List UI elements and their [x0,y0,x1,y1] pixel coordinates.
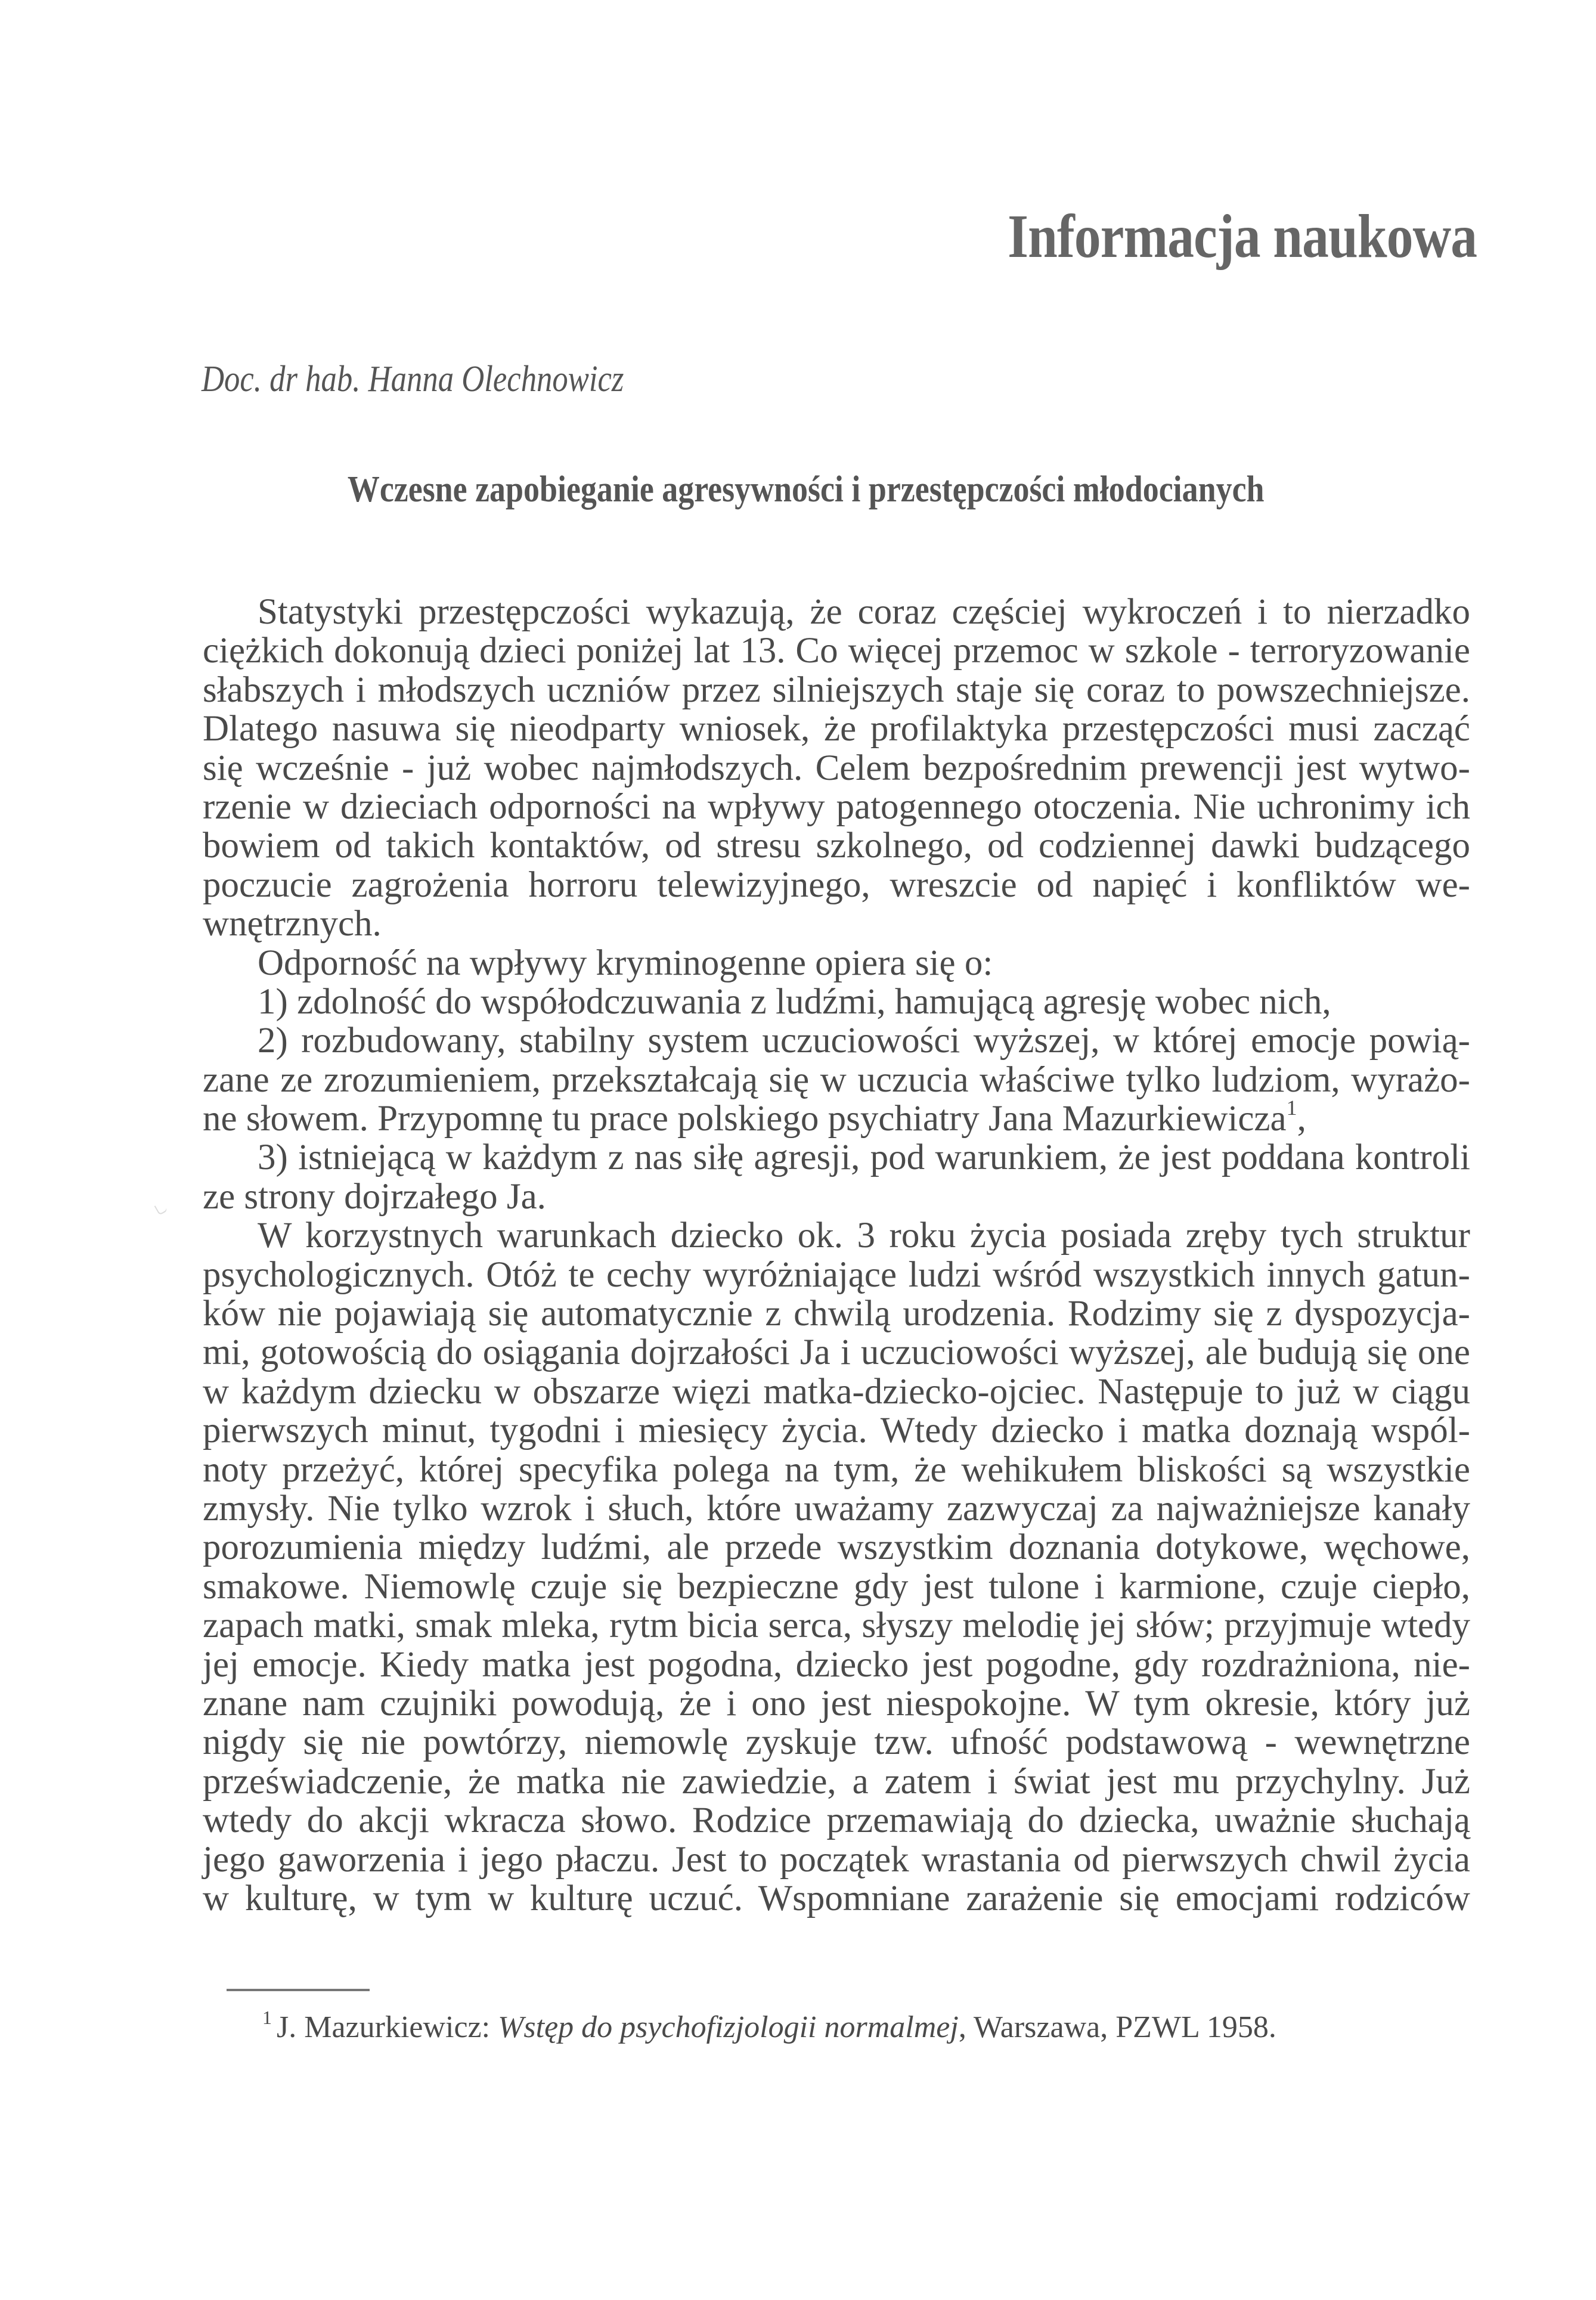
body-line-text: w kulturę, w tym w kulturę uczuć. Wspomniane zarażenie się emocjami rodziców [203,1878,1470,1918]
body-line [203,593,1470,631]
body-line [203,826,1470,865]
body-line-text: Statystyki przestępczości wykazują, że coraz częściej wykroczeń i to nierzadko [258,592,1470,632]
body-line-text: zane ze zrozumieniem, przekształcają się w uczucia właściwe tylko ludziom, wyrażo- [203,1059,1470,1100]
body-line [203,1216,1470,1255]
body-line-text: bowiem od takich kontaktów, od stresu szkolnego, od codziennej dawki budzącego [203,826,1470,866]
body-line-text: rzenie w dzieciach odporności na wpływy patogennego otoczenia. Nie uchronimy ich [203,786,1470,827]
body-line [203,1606,1470,1645]
body-line-text: wnętrznych. [203,904,382,944]
body-line [203,944,1470,982]
body-line [203,1801,1470,1840]
body-line [203,788,1470,826]
article-body [203,593,1470,1918]
footnote-mark: 1 [262,2007,272,2028]
section-header: Informacja naukowa [1007,202,1477,271]
footnote-author: J. Mazurkiewicz: [277,2010,498,2044]
body-line-text: ciężkich dokonują dzieci poniżej lat 13. Co więcej przemoc w szkole - terroryzowanie [203,631,1470,671]
body-line-text: W korzystnych warunkach dziecko ok. 3 roku życia posiada zręby tych struktur [258,1216,1470,1256]
body-line [203,1411,1470,1450]
body-line-text: jej emocje. Kiedy matka jest pogodna, dziecko jest pogodne, gdy rozdrażniona, nie- [203,1644,1470,1685]
body-line [203,1567,1470,1606]
body-line-text: zapach matki, smak mleka, rytm bicia serca, słyszy melodię jej słów; przyjmuje wtedy [203,1605,1470,1646]
body-line [203,1096,1470,1139]
body-line-text: smakowe. Niemowlę czuje się bezpieczne gdy jest tulone i karmione, czuje ciepło, [203,1566,1470,1607]
body-line [203,1256,1470,1294]
body-line-text: się wcześnie - już wobec najmłodszych. Celem bezpośrednim prewencji jest wytwo- [203,748,1470,788]
body-line [203,631,1470,670]
body-line-text: poczucie zagrożenia horroru telewizyjnego, wreszcie od napięć i konfliktów we- [203,864,1470,905]
body-line [203,1177,1470,1216]
body-line [203,1061,1470,1099]
body-line-text: jego gaworzenia i jego płaczu. Jest to początek wrastania od pierwszych chwil życia [203,1839,1470,1880]
body-line [203,1489,1470,1528]
body-line [203,1645,1470,1684]
footnote-divider [227,1989,370,1991]
body-line [203,982,1470,1021]
body-line-text: 2) rozbudowany, stabilny system uczuciowości wyższej, w której emocje powią- [258,1021,1470,1061]
body-line [203,1138,1470,1177]
body-line-text: zmysły. Nie tylko wzrok i słuch, które uważamy zazwyczaj za najważniejsze kanały [203,1488,1470,1529]
body-line [203,904,1470,943]
body-line-text: psychologicznych. Otóż te cechy wyróżniające ludzi wśród wszystkich innych gatun- [203,1254,1470,1295]
body-line-text: noty przeżyć, której specyfika polega na tym, że wehikułem bliskości są wszystkie [203,1449,1470,1490]
body-line [203,709,1470,748]
footnote-publication: , Warszawa, PZWL 1958. [958,2010,1276,2044]
body-line-text: znane nam czujniki powodują, że i ono jest niespokojne. W tym okresie, który już [203,1683,1470,1724]
author-name: Doc. dr hab. Hanna Olechnowicz [202,359,624,399]
body-line-text: porozumienia między ludźmi, ale przede wszystkim doznania dotykowe, węchowe, [203,1527,1470,1568]
body-line [203,1450,1470,1489]
body-line [203,1021,1470,1060]
scan-artifact-mark [154,1201,168,1216]
body-line [203,1762,1470,1801]
body-line [203,749,1470,788]
body-line [203,1840,1470,1879]
body-line-text: Dlatego nasuwa się nieodparty wniosek, że profilaktyka przestępczości musi zacząć [203,709,1470,749]
body-line-text: w każdym dziecku w obszarze więzi matka-dziecko-ojciec. Następuje to już w ciągu [203,1371,1470,1412]
body-line-text: ze strony dojrzałego Ja. [203,1176,546,1217]
article-title [0,471,1596,508]
body-line-text: przeświadczenie, że matka nie zawiedzie, a zatem i świat jest mu przychylny. Już [203,1761,1470,1802]
body-line [203,1879,1470,1918]
article-title-text: Wczesne zapobieganie agresywności i przestępczości młodocianych [347,469,1265,510]
body-line-text: ków nie pojawiają się automatycznie z chwilą urodzenia. Rodzimy się z dyspozycja- [203,1294,1470,1334]
body-line [203,1333,1470,1372]
body-line-text: ne słowem. Przypomnę tu prace polskiego psychiatry Jana Mazurkiewicza [203,1099,1287,1139]
body-line [203,1684,1470,1723]
body-line-text: wtedy do akcji wkracza słowo. Rodzice przemawiają do dziecka, uważnie słuchają [203,1800,1470,1841]
body-line [203,671,1470,709]
body-line-text: pierwszych minut, tygodni i miesięcy życia. Wtedy dziecko i matka doznają wspól- [203,1411,1470,1451]
body-line-text: nigdy się nie powtórzy, niemowlę zyskuje tzw. ufność podstawową - wewnętrzne [203,1722,1470,1763]
body-line-text: mi, gotowością do osiągania dojrzałości Ja i uczuciowości wyższej, ale budują się one [203,1332,1470,1373]
body-line [203,866,1470,904]
body-line [203,1723,1470,1762]
body-line-text: , [1297,1099,1306,1139]
body-line [203,1294,1470,1333]
body-line-text: Odporność na wpływy kryminogenne opiera się o: [258,943,993,983]
footnote-book-title: Wstęp do psychofizjologii normalmej [498,2010,959,2044]
body-line-text: 1) zdolność do współodczuwania z ludźmi, hamującą agresję wobec nich, [258,981,1331,1022]
body-line-text: słabszych i młodszych uczniów przez silniejszych staje się coraz to powszechniejsze. [203,669,1470,710]
body-line-text: 3) istniejącą w każdym z nas siłę agresji, pod warunkiem, że jest poddana kontroli [258,1137,1470,1178]
footnote-reference[interactable]: 1 [1286,1096,1297,1120]
footnote [262,2009,1276,2046]
body-line [203,1372,1470,1411]
body-line [203,1528,1470,1567]
